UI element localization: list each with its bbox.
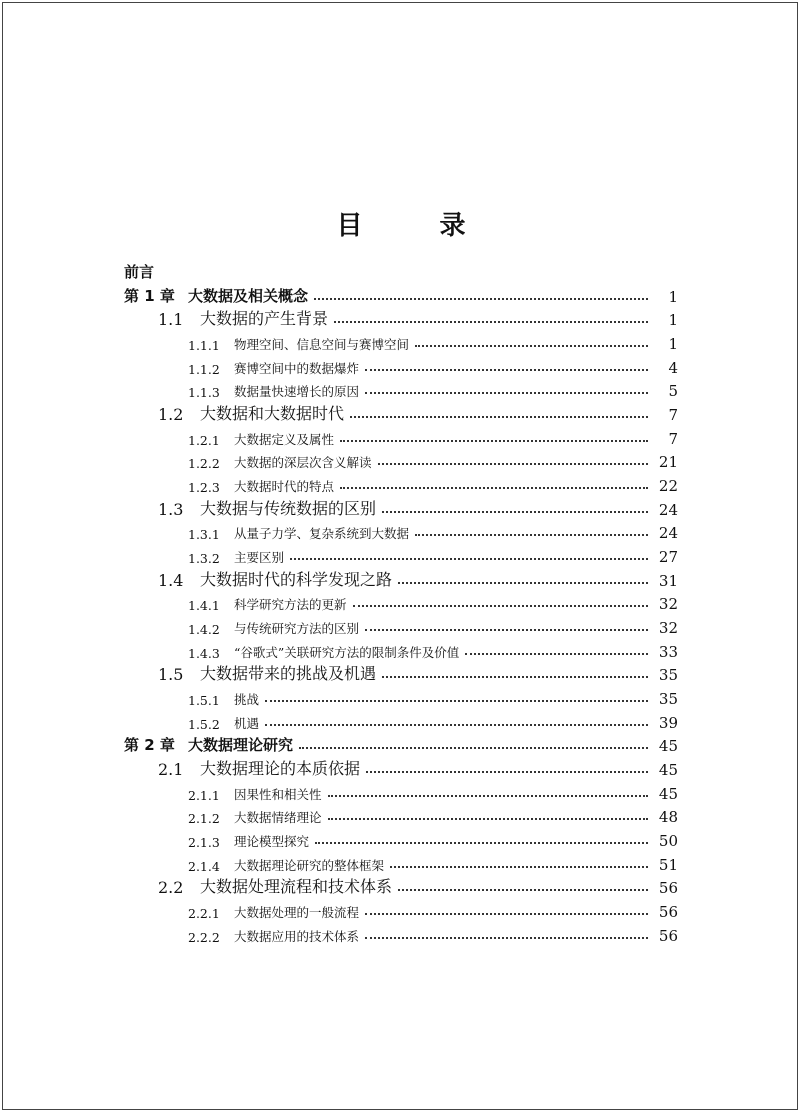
toc-entry-page-number: 7: [668, 406, 678, 425]
toc-entry[interactable]: [188, 473, 678, 495]
toc-entry-page-number: 4: [668, 358, 678, 377]
toc-entry[interactable]: [124, 733, 678, 755]
toc-entry-number: 2.2.1: [188, 906, 220, 922]
toc-entry-number: 2.1.2: [188, 811, 220, 827]
toc-entry-number: 1.3.2: [188, 551, 220, 567]
toc-entry-title: 大数据情绪理论: [234, 810, 322, 826]
toc-entry[interactable]: [158, 402, 678, 424]
toc-entry-title: 数据量快速增长的原因: [234, 384, 360, 400]
toc-entry-number: 1.4: [158, 570, 184, 590]
toc-entry-title: 机遇: [234, 715, 260, 731]
toc-entry[interactable]: [158, 757, 678, 779]
toc-entry-number: 2.2.2: [188, 929, 220, 945]
toc-dot-leader: [390, 866, 648, 868]
toc-dot-leader: [465, 653, 648, 655]
toc-dot-leader: [365, 937, 648, 939]
toc-entry[interactable]: [188, 449, 678, 471]
toc-entry-number: 2.1: [158, 760, 184, 780]
toc-entry-page-number: 56: [658, 926, 678, 945]
toc-entry-page-number: 33: [658, 642, 678, 661]
toc-dot-leader: [328, 795, 648, 797]
toc-dot-leader: [315, 842, 648, 844]
toc-entry-number: 1.3: [158, 499, 184, 519]
toc-entry[interactable]: [188, 426, 678, 448]
toc-dot-leader: [382, 511, 648, 513]
toc-entry-number: 1.1.3: [188, 385, 220, 401]
toc-entry[interactable]: [188, 781, 678, 803]
toc-entry-title: 大数据处理流程和技术体系: [200, 877, 393, 897]
toc-entry-title: 从量子力学、复杂系统到大数据: [234, 526, 410, 542]
toc-entry[interactable]: [188, 639, 678, 661]
toc-entry-title: 前言: [124, 263, 155, 281]
toc-entry-page-number: 24: [658, 524, 678, 543]
toc-entry[interactable]: [158, 875, 678, 897]
toc-entry[interactable]: [188, 355, 678, 377]
toc-entry[interactable]: [188, 544, 678, 566]
toc-dot-leader: [415, 345, 648, 347]
toc-entry[interactable]: [188, 899, 678, 921]
toc-dot-leader: [334, 321, 648, 323]
toc-entry[interactable]: [188, 520, 678, 542]
toc-entry-title: 大数据及相关概念: [188, 286, 309, 305]
toc-dot-leader: [366, 771, 648, 773]
toc-entry-page-number: 21: [658, 453, 678, 472]
toc-entry-number: 1.4.2: [188, 622, 220, 638]
toc-entry-page-number: 22: [658, 477, 678, 496]
toc-entry-number: 第 1 章: [124, 286, 175, 305]
toc-entry-title: 因果性和相关性: [234, 786, 322, 802]
toc-entry[interactable]: [158, 307, 678, 329]
toc-entry-page-number: 56: [658, 903, 678, 922]
toc-entry-page-number: 48: [658, 808, 678, 827]
toc-dot-leader: [350, 416, 648, 418]
toc-entry[interactable]: [188, 331, 678, 353]
toc-entry-page-number: 31: [658, 571, 678, 590]
toc-entry-title: 大数据和大数据时代: [200, 404, 345, 424]
toc-entry-page-number: 24: [658, 500, 678, 519]
toc-entry[interactable]: [188, 686, 678, 708]
toc-entry-title: 大数据应用的技术体系: [234, 928, 360, 944]
toc-entry[interactable]: [188, 710, 678, 732]
toc-entry-page-number: 45: [658, 737, 678, 756]
toc-entry-number: 1.1: [158, 310, 184, 330]
toc-entry-number: 2.1.3: [188, 835, 220, 851]
toc-entry-title: 与传统研究方法的区别: [234, 621, 360, 637]
toc-dot-leader: [365, 369, 648, 371]
toc-dot-leader: [340, 440, 648, 442]
toc-entry[interactable]: [188, 615, 678, 637]
toc-entry-title: 物理空间、信息空间与赛博空间: [234, 337, 410, 352]
toc-entry-page-number: 35: [658, 690, 678, 709]
toc-entry[interactable]: [124, 284, 678, 306]
toc-entry-title: 大数据的深层次含义解读: [234, 455, 372, 471]
toc-dot-leader: [265, 724, 648, 726]
toc-dot-leader: [314, 298, 648, 300]
toc-dot-leader: [398, 889, 648, 891]
toc-dot-leader: [415, 534, 648, 536]
toc-entry-page-number: 7: [668, 429, 678, 448]
toc-dot-leader: [382, 676, 648, 678]
toc-entry[interactable]: [188, 828, 678, 850]
toc-entry-title: 理论模型探究: [234, 834, 310, 850]
toc-entry-page-number: 39: [658, 713, 678, 732]
toc-entry-page-number: 5: [668, 382, 678, 401]
toc-entry-number: 1.2.3: [188, 480, 220, 496]
toc-entry[interactable]: [188, 591, 678, 613]
toc-entry-page-number: 1: [668, 287, 678, 306]
toc-entry-page-number: 56: [658, 879, 678, 898]
toc-entry-number: 1.1.1: [188, 338, 220, 353]
toc-entry-number: 1.3.1: [188, 527, 220, 543]
toc-entry-page-number: 45: [658, 784, 678, 803]
toc-entry-title: 科学研究方法的更新: [234, 597, 347, 613]
toc-dot-leader: [299, 747, 648, 749]
toc-entry-page-number: 32: [658, 595, 678, 614]
toc-entry[interactable]: [188, 852, 678, 874]
toc-entry-title: 挑战: [234, 692, 260, 708]
toc-entry-title: 大数据时代的特点: [234, 479, 335, 495]
toc-entry-title: 大数据理论研究的整体框架: [234, 857, 385, 873]
toc-dot-leader: [378, 463, 648, 465]
toc-entry-title: 大数据理论的本质依据: [200, 759, 361, 779]
toc-entry-number: 2.1.1: [188, 787, 220, 803]
toc-dot-leader: [340, 487, 648, 489]
toc-entry-number: 2.1.4: [188, 858, 220, 874]
page-title: 目 录: [336, 211, 500, 241]
toc-entry-number: 1.4.1: [188, 598, 220, 614]
toc-entry-title: 主要区别: [234, 550, 285, 566]
toc-entry-page-number: 50: [658, 832, 678, 851]
toc-entry[interactable]: [188, 804, 678, 826]
toc-dot-leader: [365, 392, 648, 394]
toc-entry-title: “谷歌式”关联研究方法的限制条件及价值: [234, 644, 460, 660]
toc-dot-leader: [328, 818, 648, 820]
toc-entry-title: 大数据理论研究: [188, 736, 294, 755]
toc-entry-number: 1.5.2: [188, 716, 220, 732]
toc-entry-number: 2.2: [158, 878, 184, 898]
toc-entry[interactable]: [158, 497, 678, 519]
toc-entry[interactable]: [158, 662, 678, 684]
toc-dot-leader: [398, 582, 648, 584]
toc-entry-number: 1.5: [158, 665, 184, 685]
toc-entry-number: 1.1.2: [188, 361, 220, 377]
toc-entry-page-number: 32: [658, 619, 678, 638]
toc-entry-number: 1.5.1: [188, 693, 220, 709]
toc-dot-leader: [353, 605, 648, 607]
toc-entry-title: 大数据与传统数据的区别: [200, 498, 377, 518]
toc-entry-number: 1.4.3: [188, 645, 220, 661]
toc-entry[interactable]: [158, 568, 678, 590]
toc-entry-number: 1.2.1: [188, 432, 220, 448]
toc-entry[interactable]: [188, 378, 678, 400]
toc-entry-page-number: 51: [658, 855, 678, 874]
toc-entry-page-number: 1: [668, 335, 678, 353]
toc-dot-leader: [365, 913, 648, 915]
toc-entry-number: 1.2.2: [188, 456, 220, 472]
toc-entry-number: 1.2: [158, 405, 184, 425]
toc-dot-leader: [290, 558, 648, 560]
toc-entry-title: 大数据定义及属性: [234, 431, 335, 447]
toc-entry-number: 第 2 章: [124, 736, 175, 755]
toc-entry-page-number: 1: [668, 311, 678, 330]
toc-entry-title: 大数据带来的挑战及机遇: [200, 664, 377, 684]
toc-entry-page-number: 45: [658, 761, 678, 780]
toc-entry-title: 大数据时代的科学发现之路: [200, 569, 393, 589]
toc-entry[interactable]: [188, 923, 678, 945]
toc-dot-leader: [265, 700, 648, 702]
toc-entry-page-number: 35: [658, 666, 678, 685]
toc-entry-title: 大数据的产生背景: [200, 309, 329, 329]
toc-entry-title: 大数据处理的一般流程: [234, 905, 360, 921]
toc-dot-leader: [365, 629, 648, 631]
toc-entry-page-number: 27: [658, 548, 678, 567]
toc-entry[interactable]: [124, 260, 678, 282]
toc-entry-title: 赛博空间中的数据爆炸: [234, 360, 360, 376]
